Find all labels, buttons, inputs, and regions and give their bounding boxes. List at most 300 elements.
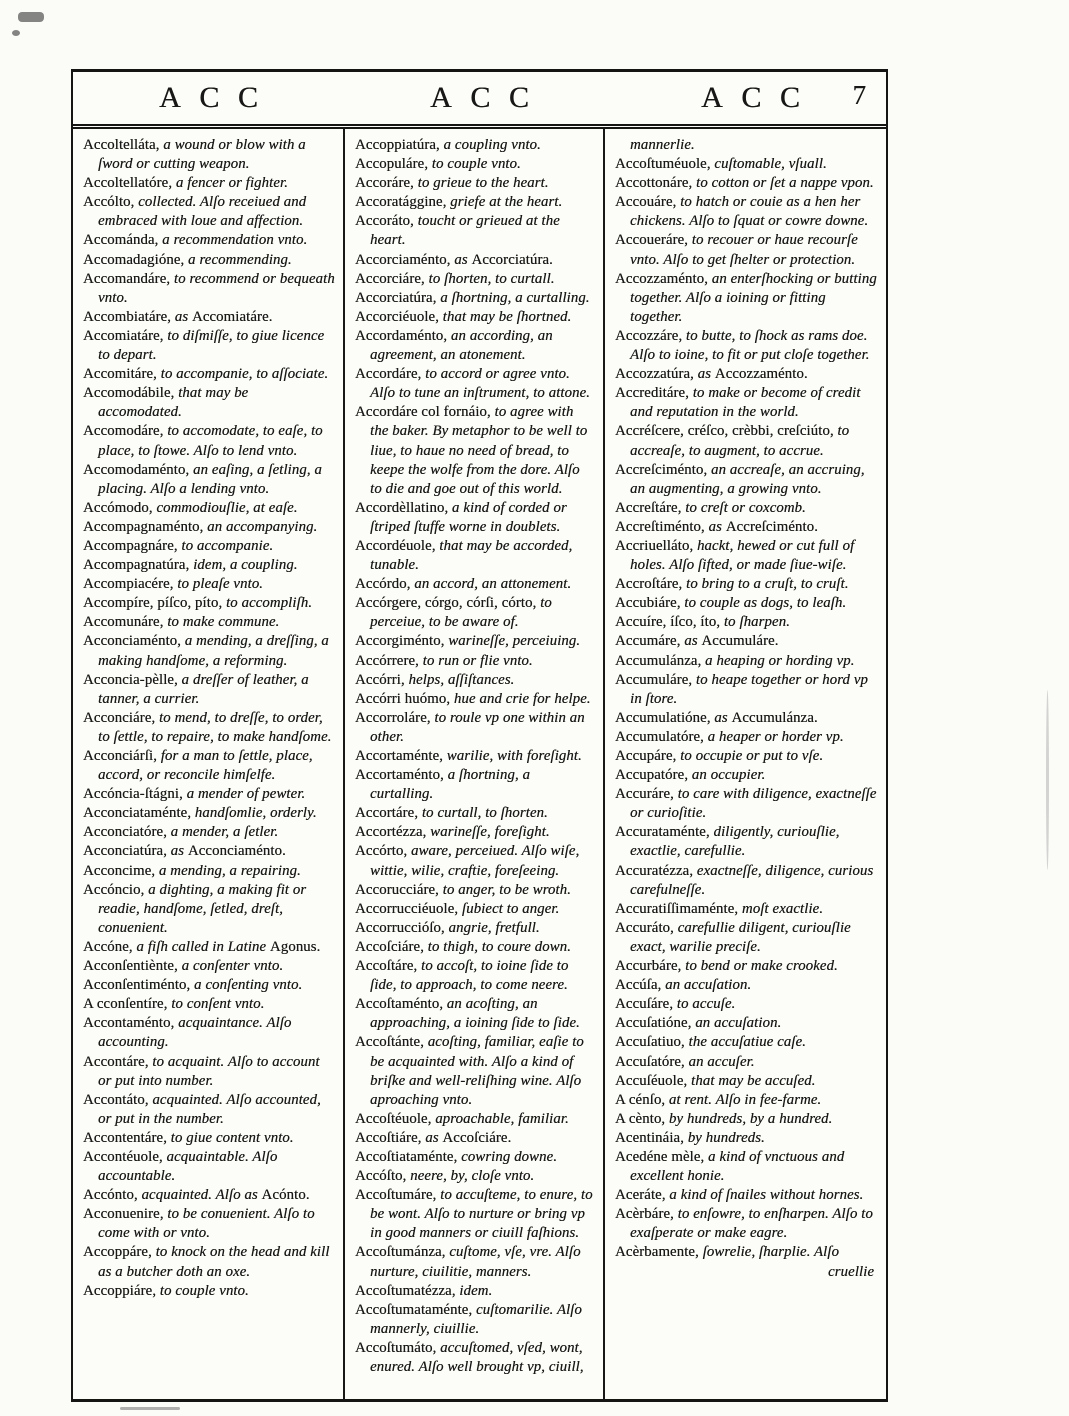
- dictionary-entry: [355, 652, 595, 671]
- entry-definition: an accuſation.: [665, 977, 752, 994]
- dictionary-entry: [355, 957, 595, 995]
- entry-definition: at rent. Alſo in fee-farme.: [668, 1091, 822, 1108]
- entry-headword: Accreſtáre,: [615, 499, 686, 516]
- entry-definition: a recommending.: [188, 251, 292, 268]
- entry-definition: acoſting, familiar, eaſie to be acquainted with. Alſo a kind of briſke and well-reliſhing wine. Alſo aproaching vnto.: [370, 1034, 584, 1108]
- dictionary-entry: [355, 155, 595, 174]
- scan-speck: [18, 12, 44, 22]
- entry-definition: to accuſe.: [676, 996, 736, 1013]
- entry-headword: Accozzaménto,: [615, 270, 712, 287]
- entry-definition: to accompanie.: [181, 537, 274, 554]
- dictionary-entry: [615, 823, 878, 861]
- entry-definition: to recommend or bequeath vnto.: [98, 270, 335, 306]
- entry-definition: an accuſation.: [695, 1015, 782, 1032]
- entry-definition: neere, by, cloſe vnto.: [410, 1168, 535, 1185]
- entry-definition: an acoſting, an approaching, a ioining ſide to ſide.: [370, 996, 580, 1032]
- dictionary-entry: [355, 289, 595, 308]
- entry-headword: Accórto,: [355, 843, 411, 860]
- entry-definition: idem.: [459, 1282, 493, 1299]
- dictionary-entry: [615, 384, 878, 422]
- entry-definition: a dreſſer of leather, a tanner, a currier.: [98, 671, 309, 707]
- dictionary-entry: [355, 900, 595, 919]
- entry-headword: Accorroláre,: [355, 709, 435, 726]
- dictionary-entry: [83, 422, 335, 460]
- entry-headword: Accortaménte,: [355, 748, 447, 764]
- entry-headword: Accuíre, íſco, íto,: [615, 614, 724, 631]
- dictionary-entry: [615, 709, 878, 728]
- entry-headword: Accóne,: [83, 938, 137, 955]
- entry-crossref: Accreſciménto.: [725, 518, 818, 535]
- entry-headword: Accumuláre,: [615, 671, 696, 688]
- entry-headword: Accortaménto,: [355, 767, 448, 784]
- dictionary-entry: [83, 575, 335, 594]
- entry-headword: Accubiáre,: [615, 595, 685, 612]
- entry-definition: to ſhorten, to curtall.: [428, 270, 555, 287]
- dictionary-entry: [355, 575, 595, 594]
- entry-definition: commodiouſlie, at eaſe.: [156, 499, 298, 516]
- dictionary-entry: [83, 1053, 335, 1091]
- entry-definition: to conſent vnto.: [171, 996, 265, 1013]
- entry-headword: Accoſtaménto,: [355, 996, 447, 1013]
- entry-headword: Accompiacére,: [83, 576, 178, 593]
- entry-definition: hue and crie for helpe.: [453, 690, 591, 707]
- entry-headword: Accoppáre,: [83, 1244, 156, 1261]
- entry-definition: to enſowre, to enſharpen. Alſo to exaſperate or make eagre.: [630, 1206, 873, 1242]
- entry-definition: to roule vp one within an other.: [370, 709, 585, 745]
- dictionary-entry: [355, 327, 595, 365]
- entry-definition: an enterſhocking or butting together. Alſo a ioining or fitting together.: [630, 270, 877, 325]
- dictionary-entry: [83, 365, 335, 384]
- entry-headword: Accomodáre,: [83, 423, 168, 440]
- entry-headword: Accomunáre,: [83, 614, 168, 631]
- entry-definition: to accomodate, to eaſe, to place, to ſtowe. Alſo to lend vnto.: [98, 423, 323, 459]
- dictionary-entry: [355, 1110, 595, 1129]
- entry-headword: A cènto,: [615, 1110, 669, 1127]
- dictionary-entry: [615, 575, 878, 594]
- dictionary-entry: [355, 193, 595, 212]
- entry-definition: acquainted. Alſo accounted, or put in the number.: [98, 1091, 321, 1127]
- entry-definition: that may be accuſed.: [690, 1072, 816, 1089]
- entry-definition: carefullie diligent, curiouſlie exact, warilie preciſe.: [630, 919, 851, 955]
- dictionary-entry: [83, 1091, 335, 1129]
- entry-definition: as: [174, 308, 192, 325]
- dictionary-entry: [355, 632, 595, 651]
- entry-headword: Accoráre,: [355, 175, 418, 192]
- entry-headword: Accompíre, píſco, píto,: [83, 595, 226, 612]
- dictionary-entry: [83, 193, 335, 231]
- entry-headword: A cconſentíre,: [83, 996, 172, 1013]
- dictionary-entry: [355, 671, 595, 690]
- entry-definition: diligently, curiouſlie, exactlie, carefullie.: [630, 824, 840, 860]
- entry-headword: Accoſtánte,: [355, 1034, 428, 1051]
- entry-definition: a fencer or fighter.: [175, 175, 288, 192]
- dictionary-entry: [83, 995, 335, 1014]
- entry-definition: to thigh, to coure down.: [427, 938, 571, 955]
- entry-definition: to agree with the baker. By metaphor to be well to liue, to haue no need of bread, to keepe the wolfe from the dore. Alſo to die and goe out of this world.: [370, 404, 588, 497]
- entry-headword: Aceráte,: [615, 1187, 670, 1204]
- entry-definition: as: [454, 251, 472, 268]
- entry-headword: Accoſtumáre,: [355, 1187, 441, 1204]
- dictionary-entry: [355, 594, 595, 632]
- dictionary-entry: [615, 537, 878, 575]
- dictionary-entry: [355, 919, 595, 938]
- entry-headword: Accorucciáre,: [355, 881, 443, 898]
- dictionary-entry: [615, 1263, 878, 1282]
- entry-definition: to accoſt, to ioine ſide to ſide, to approach, to come neere.: [370, 958, 569, 994]
- entry-headword: Accoſtumatézza,: [355, 1282, 460, 1299]
- entry-definition: to recouer or haue recourſe vnto. Alſo to get ſhelter or protection.: [630, 232, 858, 268]
- dictionary-entry: [615, 594, 878, 613]
- entry-definition: to curtall, to ſhorten.: [421, 805, 548, 822]
- dictionary-entry: [83, 1014, 335, 1052]
- entry-definition: a coupling vnto.: [443, 137, 541, 153]
- dictionary-entry: [355, 136, 595, 155]
- entry-headword: Accomodaménto,: [83, 461, 193, 478]
- entry-definition: to be conuenient. Alſo to come with or vnto.: [98, 1206, 315, 1242]
- entry-definition: a conſenter vnto.: [181, 958, 284, 975]
- dictionary-entry: [615, 900, 878, 919]
- entry-headword: Accoráto,: [355, 213, 418, 230]
- entry-definition: a kind of vnctuous and excellent honie.: [630, 1148, 845, 1185]
- dictionary-entry: [355, 995, 595, 1033]
- entry-definition: a fiſh called in Latine: [136, 938, 270, 955]
- entry-definition: a wound or blow with a ſword or cutting weapon.: [98, 137, 306, 173]
- entry-headword: Accompagnaménto,: [83, 518, 208, 535]
- entry-headword: Acconcia-pèlle,: [83, 671, 182, 688]
- entry-definition: an accreaſe, an accruing, an augmenting, a growing vnto.: [630, 461, 865, 497]
- entry-definition: to accreaſe, to augment, to accrue.: [630, 423, 850, 459]
- dictionary-entry: [83, 1282, 335, 1301]
- dictionary-entry: [615, 785, 878, 823]
- entry-headword: Acconſentiènte,: [83, 958, 182, 975]
- entry-headword: Accriuelláto,: [615, 537, 697, 554]
- entry-headword: Accoſciáre,: [355, 938, 428, 955]
- dictionary-entry: [615, 1186, 878, 1205]
- entry-headword: Accumulatióne,: [615, 709, 715, 726]
- entry-headword: Accoſtumataménte,: [355, 1301, 476, 1318]
- entry-definition: to make or become of credit and reputation in the world.: [630, 385, 861, 421]
- entry-headword: Accontentáre,: [83, 1129, 171, 1146]
- entry-definition: cuſtomarilie. Alſo mannerly, ciuillie.: [370, 1301, 582, 1337]
- entry-headword: Accupáre,: [615, 748, 681, 764]
- dictionary-entry: [615, 728, 878, 747]
- dictionary-entry: [83, 136, 335, 174]
- running-head-cell: [615, 81, 886, 115]
- entry-definition: griefe at the heart.: [450, 194, 563, 211]
- entry-headword: Accórri,: [355, 671, 409, 688]
- dictionary-entry: [615, 174, 878, 193]
- entry-definition: exactneſſe, diligence, curious carefulneſſe.: [630, 862, 874, 898]
- entry-headword: Accumáre,: [615, 633, 685, 650]
- entry-definition: a mender, a ſetler.: [170, 824, 279, 841]
- entry-definition: to accord or agree vnto. Alſo to tune an inſtrument, to attone.: [370, 366, 590, 402]
- entry-definition: to bend or make crooked.: [685, 958, 838, 975]
- dictionary-entry: [83, 594, 335, 613]
- running-head-cell: [73, 81, 344, 115]
- entry-definition: angrie, fretfull.: [448, 919, 540, 936]
- entry-headword: Acconciataménte,: [83, 805, 195, 822]
- dictionary-entry: [615, 957, 878, 976]
- entry-headword: Accoueráre,: [615, 232, 692, 249]
- dictionary-entry: [355, 690, 595, 709]
- entry-headword: Accoppiatúra,: [355, 137, 444, 153]
- entry-definition: cuſtomable, vſuall.: [714, 156, 827, 173]
- entry-definition: for a man to ſettle, place, accord, or reconcile himſelfe.: [98, 748, 313, 784]
- entry-headword: Acconuenire,: [83, 1206, 168, 1223]
- entry-headword: Acconciárſi,: [83, 748, 161, 764]
- dictionary-entry: [83, 270, 335, 308]
- entry-headword: Accoſtuméuole,: [615, 156, 715, 173]
- entry-headword: Accreſtiménto,: [615, 518, 709, 535]
- entry-definition: to ſharpen.: [723, 614, 790, 631]
- entry-definition: a mending, a dreſſing, a making handſome, a reforming.: [98, 633, 329, 669]
- dictionary-entry: [83, 1129, 335, 1148]
- entry-crossref: Acónto.: [261, 1187, 310, 1204]
- entry-headword: Accoſtiataménte,: [355, 1148, 462, 1165]
- entry-definition: a recommendation vnto.: [162, 232, 308, 249]
- entry-headword: Accombiatáre,: [83, 308, 175, 325]
- dictionary-entry: [83, 556, 335, 575]
- entry-headword: Accordéuole,: [355, 537, 440, 554]
- dictionary-entry: [355, 403, 595, 498]
- scan-speck: [1046, 690, 1049, 870]
- entry-headword: Accuratiſſimaménte,: [615, 900, 742, 917]
- entry-definition: a ſhortning, a curtalling.: [440, 289, 590, 306]
- entry-headword: Accoltellatóre,: [83, 175, 176, 192]
- dictionary-entry: [615, 1072, 878, 1091]
- dictionary-entry: [355, 804, 595, 823]
- entry-definition: accuſtomed, vſed, wont, enured. Alſo well brought vp, ciuill,: [370, 1339, 584, 1375]
- dictionary-entry: [615, 995, 878, 1014]
- entry-definition: to creſt or coxcomb.: [685, 499, 806, 516]
- entry-definition: ſowrelie, ſharplie. Alſo: [702, 1244, 839, 1261]
- scan-speck: [12, 30, 20, 36]
- dictionary-entry: [83, 174, 335, 193]
- entry-definition: a conſenting vnto.: [194, 977, 303, 994]
- entry-definition: hackt, hewed or cut full of holes. Alſo ſifted, or made ſiue-wiſe.: [630, 537, 855, 574]
- dictionary-entry: [83, 499, 335, 518]
- entry-definition: acquaintance. Alſo accounting.: [98, 1015, 292, 1051]
- entry-headword: Acconcime,: [83, 862, 159, 879]
- dictionary-entry: [615, 499, 878, 518]
- entry-headword: Accorrucciéuole,: [355, 900, 462, 917]
- entry-headword: Accozzatúra,: [615, 366, 698, 383]
- entry-headword: Accoratággine,: [355, 194, 451, 211]
- entry-headword: Accreſciménto,: [615, 461, 711, 478]
- dictionary-entry: [615, 365, 878, 384]
- entry-headword: Accomitáre,: [83, 366, 161, 383]
- entry-headword: Accurbáre,: [615, 958, 686, 975]
- entry-headword: Acconciatóre,: [83, 824, 171, 841]
- entry-headword: Accoſtáre,: [355, 958, 422, 975]
- entry-definition: as: [170, 843, 188, 860]
- entry-definition: the accuſatiue caſe.: [688, 1034, 806, 1051]
- entry-definition: to hatch or couie as a hen her chickens. Alſo to ſquat or cowre downe.: [630, 194, 869, 230]
- entry-headword: Accortáre,: [355, 805, 422, 822]
- page-number: 7: [852, 80, 866, 110]
- entry-headword: Accumulatóre,: [615, 728, 708, 745]
- entry-headword: Accúſa,: [615, 977, 666, 994]
- entry-headword: Accorruccióſo,: [355, 919, 449, 936]
- entry-definition: that may be accorded, tunable.: [370, 537, 573, 574]
- entry-headword: Accroſtáre,: [615, 576, 687, 593]
- dictionary-column-2: [343, 129, 605, 1400]
- entry-definition: acquaintable. Alſo accountable.: [98, 1148, 278, 1185]
- entry-definition: idem, a coupling.: [193, 557, 298, 574]
- entry-definition: an accuſer.: [688, 1053, 755, 1070]
- entry-headword: Accordaménto,: [355, 327, 451, 344]
- dictionary-entry: [615, 270, 878, 327]
- entry-definition: to couple vnto.: [431, 156, 521, 173]
- dictionary-entry: [355, 270, 595, 289]
- entry-definition: to perceiue, to be aware of.: [370, 595, 552, 631]
- running-head-title-center: ACC: [430, 81, 548, 114]
- dictionary-entry: [83, 1205, 335, 1243]
- dictionary-entry: [355, 881, 595, 900]
- entry-headword: Accuſéuole,: [615, 1072, 691, 1089]
- entry-headword: Accomadagióne,: [83, 251, 189, 268]
- dictionary-entry: [355, 938, 595, 957]
- entry-definition: cowring downe.: [461, 1148, 557, 1165]
- dictionary-entry: [355, 766, 595, 804]
- entry-crossref: Accumuláre.: [701, 633, 779, 650]
- entry-headword: Accorciáre,: [355, 270, 429, 287]
- dictionary-entry: [83, 862, 335, 881]
- dictionary-entry: [355, 1186, 595, 1243]
- entry-crossref: Accomiatáre.: [191, 308, 273, 325]
- entry-headword: Accoſtéuole,: [355, 1110, 436, 1127]
- entry-definition: an accord, an attonement.: [414, 576, 572, 593]
- entry-headword: Accóncio,: [83, 881, 149, 898]
- entry-headword: Accomodábile,: [83, 385, 179, 402]
- dictionary-entry: [83, 308, 335, 327]
- dictionary-entry: [615, 652, 878, 671]
- entry-headword: Accoſtiáre,: [355, 1129, 426, 1146]
- entry-headword: Accompagnáre,: [83, 537, 182, 554]
- dictionary-entry: [355, 499, 595, 537]
- dictionary-entry: [355, 1282, 595, 1301]
- entry-definition: to diſmiſſe, to giue licence to depart.: [98, 327, 325, 364]
- entry-definition: to heape together or hord vp in ſtore.: [630, 671, 868, 707]
- dictionary-entry: [615, 1053, 878, 1072]
- entry-definition: to giue content vnto.: [170, 1129, 294, 1146]
- entry-headword: Accóſto,: [355, 1168, 411, 1185]
- dictionary-entry: [615, 1110, 878, 1129]
- entry-definition: that may be ſhortned.: [442, 308, 572, 325]
- entry-headword: Accozzáre,: [615, 327, 686, 344]
- dictionary-entry: [355, 1167, 595, 1186]
- dictionary-entry: [355, 1243, 595, 1281]
- dictionary-entry: [615, 1129, 878, 1148]
- dictionary-entry: [83, 613, 335, 632]
- entry-headword: A cénſo,: [615, 1091, 669, 1108]
- entry-headword: Accontaménto,: [83, 1015, 179, 1032]
- entry-definition: as: [684, 633, 702, 650]
- entry-definition: an occupier.: [691, 767, 766, 784]
- entry-definition: a dighting, a making fit or readie, handſome, ſetled, dreſt, conuenient.: [98, 881, 307, 936]
- entry-crossref: Acconciaménto.: [187, 843, 286, 860]
- dictionary-entry: [83, 938, 335, 957]
- dictionary-entry: [615, 1205, 878, 1243]
- entry-headword: Accórdo,: [355, 576, 415, 593]
- entry-headword: Acconciáre,: [83, 709, 159, 726]
- entry-definition: an accompanying.: [207, 518, 318, 535]
- entry-definition: by hundreds.: [687, 1129, 765, 1146]
- entry-headword: Accómodo,: [83, 499, 157, 516]
- dictionary-entry: [83, 785, 335, 804]
- entry-headword: Accuráto,: [615, 919, 678, 936]
- page-frame: [71, 69, 888, 1402]
- entry-definition: cruellie: [828, 1263, 874, 1280]
- entry-headword: Acconciatúra,: [83, 843, 171, 860]
- entry-headword: Accuſatiuo,: [615, 1034, 689, 1051]
- entry-definition: collected. Alſo receiued and embraced with loue and affection.: [98, 194, 307, 230]
- dictionary-entry: [355, 365, 595, 403]
- dictionary-entry: [615, 671, 878, 709]
- entry-definition: handſomlie, orderly.: [194, 805, 317, 822]
- dictionary-entry: [83, 881, 335, 938]
- entry-definition: to acquaint. Alſo to account or put into number.: [98, 1053, 320, 1089]
- entry-definition: a kind of ſnailes without hornes.: [669, 1187, 864, 1204]
- dictionary-entry: [615, 632, 878, 651]
- dictionary-entry: [83, 461, 335, 499]
- entry-headword: Acèrbáre,: [615, 1206, 678, 1223]
- entry-definition: aware, perceiued. Alſo wiſe, wittie, wilie, craftie, foreſeeing.: [370, 843, 580, 879]
- entry-headword: Acèrbamente,: [615, 1244, 703, 1261]
- entry-headword: Accomiatáre,: [83, 327, 168, 344]
- entry-definition: to anger, to be wroth.: [442, 881, 571, 898]
- dictionary-entry: [83, 842, 335, 861]
- dictionary-entry: [355, 537, 595, 575]
- entry-crossref: Agonus.: [269, 938, 321, 955]
- dictionary-entry: [615, 1014, 878, 1033]
- dictionary-entry: [355, 1339, 595, 1377]
- entry-definition: by hundreds, by a hundred.: [668, 1110, 833, 1127]
- entry-definition: as: [697, 366, 715, 383]
- dictionary-entry: [615, 976, 878, 995]
- entry-definition: to butte, to ſhock as rams doe. Alſo to ioine, to fit or put cloſe together.: [630, 327, 870, 364]
- dictionary-entry: [83, 632, 335, 670]
- entry-crossref: Accoſciáre.: [442, 1129, 512, 1146]
- dictionary-entry: [615, 919, 878, 957]
- dictionary-entry: [83, 251, 335, 270]
- dictionary-entry: [615, 231, 878, 269]
- dictionary-entry: [83, 823, 335, 842]
- entry-definition: to couple vnto.: [159, 1282, 249, 1299]
- entry-definition: to accuſteme, to enure, to be wont. Alſo to nurture or bring vp in good manners or ciuill faſhions.: [370, 1187, 593, 1242]
- entry-definition: to bring to a cruſt, to cruſt.: [686, 576, 849, 593]
- entry-definition: warineſſe, foreſight.: [430, 824, 550, 841]
- entry-definition: ſubiect to anger.: [461, 900, 560, 917]
- entry-headword: Accompagnatúra,: [83, 557, 194, 574]
- dictionary-entry: [355, 251, 595, 270]
- dictionary-entry: [355, 1033, 595, 1109]
- entry-definition: a mending, a repairing.: [158, 862, 301, 879]
- entry-definition: aproachable, familiar.: [435, 1110, 569, 1127]
- entry-definition: a heaper or horder vp.: [707, 728, 844, 745]
- entry-headword: Accréſcere, créſco, crèbbi, creſciúto,: [615, 423, 838, 440]
- entry-definition: a ſhortning, a curtalling.: [370, 767, 530, 803]
- dictionary-entry: [615, 1033, 878, 1052]
- dictionary-entry: [355, 308, 595, 327]
- dictionary-entry: [615, 422, 878, 460]
- dictionary-entry: [615, 155, 878, 174]
- dictionary-column-1: [73, 129, 343, 1400]
- dictionary-entry: [615, 327, 878, 365]
- dictionary-entry: [83, 327, 335, 365]
- dictionary-entry: [355, 823, 595, 842]
- dictionary-entry: [83, 231, 335, 250]
